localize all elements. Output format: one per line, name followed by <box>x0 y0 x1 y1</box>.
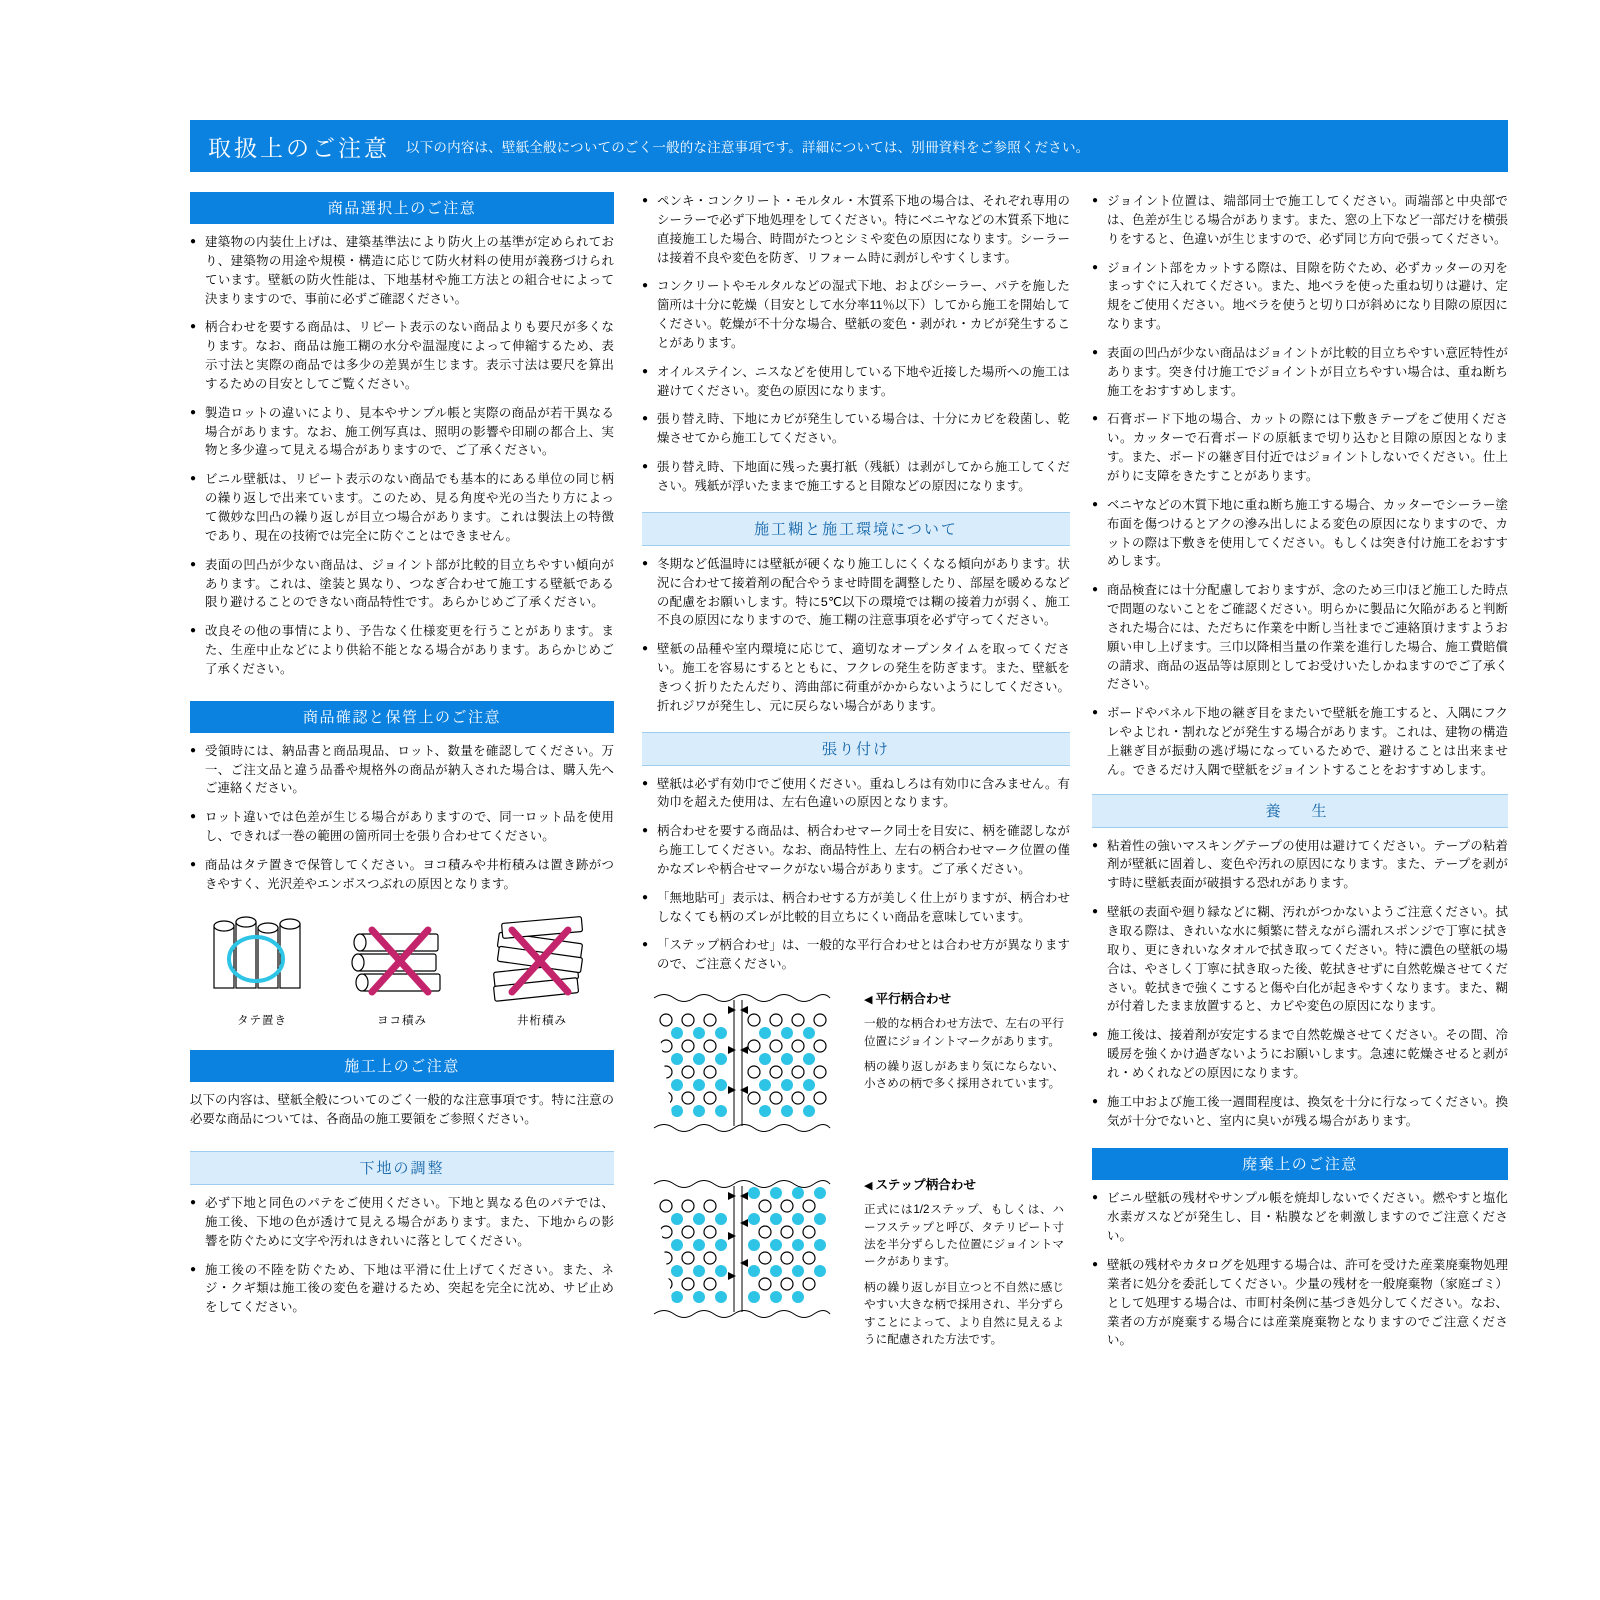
pattern-paragraph: 柄の繰り返しが目立つと不自然に感じやすい大きな柄で採用され、半分ずらすことによって、より自然に見えるように配慮された方法です。 <box>864 1280 1064 1346</box>
pattern-parallel-block <box>642 988 1070 1148</box>
pattern-title: ステップ柄合わせ <box>875 1178 976 1193</box>
section-heading-construction: 施工上のご注意 <box>190 1050 614 1082</box>
list-item: ● 表面の凹凸が少ない商品はジョイントが比較的目立ちやすい意匠特性があります。突き付け施工でジョイントが目立ちやすい場合は、重ね断ち施工をおすすめします。 <box>1092 344 1508 401</box>
list-item: ● 商品検査には十分配慮しておりますが、念のため三巾ほど施工した時点で問題のないことをご確認ください。明らかに製品に欠陥があると判断された場合には、ただちに作業を中断し当社までご連絡頂けますようお願い申し上げます。三巾以降相当量の作業を進行した場合、施工費賠償の請求、商品の返品等は原則としてお受けいたしかねますのでご了承ください。 <box>1092 581 1508 694</box>
parallel-pattern-icon <box>650 988 850 1138</box>
list-item: ● 必ず下地と同色のパテをご使用ください。下地と異なる色のパテでは、施工後、下地の色が透けて見える場合があります。また、下地からの影響を防ぐために文字や汚れはきれいに落としてください。 <box>190 1194 614 1251</box>
list-item: ● 「無地貼可」表示は、柄合わせする方が美しく仕上がりますが、柄合わせしなくても柄のズレが比較的目立ちにくい商品を意味しています。 <box>642 889 1070 927</box>
page-subtitle: 以下の内容は、壁紙全般についてのごく一般的な注意事項です。詳細については、別冊資料をご参照ください。 <box>406 140 1090 155</box>
list-aftercare <box>1092 837 1508 1131</box>
column-left <box>190 192 614 1327</box>
list-item: ● 「ステップ柄合わせ」は、一般的な平行合わせとは合わせ方が異なりますので、ご注意ください。 <box>642 936 1070 974</box>
roll-diagram-horizontal <box>336 904 468 1028</box>
list-item: ● 商品はタテ置きで保管してください。ヨコ積みや井桁積みは置き跡がつきやすく、光沢差やエンボスつぶれの原因となります。 <box>190 856 614 894</box>
section-heading-disposal: 廃棄上のご注意 <box>1092 1148 1508 1180</box>
construction-intro: 以下の内容は、壁紙全般についてのごく一般的な注意事項です。特に注意の必要な商品については、各商品の施工要領をご参照ください。 <box>190 1092 614 1126</box>
list-joints <box>1092 192 1508 780</box>
section-heading-hanging: 張り付け <box>642 732 1070 766</box>
list-item: ● 製造ロットの違いにより、見本やサンプル帳と実際の商品が若干異なる場合があります。なお、施工例写真は、照明の影響や印刷の都合上、実物と多少違って見える場合がありますので、ご了承ください。 <box>190 404 614 461</box>
list-item: ● ボードやパネル下地の継ぎ目をまたいで壁紙を施工すると、入隅にフクレやよじれ・割れなどが発生する場合があります。これは、建物の構造上継ぎ目が振動の逃げ場になっているためで、避けることは出来ません。できるだけ入隅で壁紙をジョイントすることをおすすめします。 <box>1092 704 1508 779</box>
triangle-left-icon: ◀ <box>864 994 873 1007</box>
roll-caption: タテ置き <box>237 1014 287 1027</box>
pattern-step-text <box>864 1174 1064 1356</box>
list-item: ● 改良その他の事情により、予告なく仕様変更を行うことがあります。また、生産中止などにより供給不能となる場合があります。あらかじめご了承ください。 <box>190 622 614 679</box>
list-hanging <box>642 775 1070 975</box>
vertical-rolls-icon <box>196 904 328 1004</box>
pattern-step-block <box>642 1174 1070 1394</box>
list-product-selection <box>190 233 614 679</box>
list-item: ● 建築物の内装仕上げは、建築基準法により防火上の基準が定められており、建築物の用途や規模・構造に応じて防火材料の使用が義務づけられています。壁紙の防火性能は、下地基材や施工方法との組合せによって決まりますので、事前に必ずご確認ください。 <box>190 233 614 308</box>
section-heading-product-selection: 商品選択上のご注意 <box>190 192 614 224</box>
list-item: ● 壁紙の残材やカタログを処理する場合は、許可を受けた産業廃棄物処理業者に処分を委託してください。少量の残材を一般廃棄物（家庭ゴミ）として処理する場合は、市町村条例に基づき処分してください。なお、業者の方が廃棄する場合には産業廃棄物となりますのでご注意ください。 <box>1092 1256 1508 1350</box>
section-heading-substrate: 下地の調整 <box>190 1151 614 1185</box>
pattern-paragraph: 柄の繰り返しがあまり気にならない、小さめの柄で多く採用されています。 <box>864 1059 1064 1091</box>
step-pattern-icon <box>650 1174 850 1324</box>
roll-caption: ヨコ積み <box>377 1014 427 1027</box>
list-item: ● 張り替え時、下地面に残った裏打紙（残紙）は剥がしてから施工してください。残紙が浮いたままで施工すると目隙などの原因になります。 <box>642 458 1070 496</box>
list-item: ● ジョイント部をカットする際は、目隙を防ぐため、必ずカッターの刃をまっすぐに入れてください。また、地ベラを使った重ね切りは避け、定規をご使用ください。地ベラを使うと切り口が斜めになり目隙の原因になります。 <box>1092 259 1508 334</box>
list-item: ● ビニル壁紙は、リピート表示のない商品でも基本的にある単位の同じ柄の繰り返しで出来ています。このため、見る角度や光の当たり方によって微妙な凹凸の繰り返しが目立つ場合があります。これは製法上の特徴であり、現在の技術では完全に防ぐことはできません。 <box>190 470 614 545</box>
pattern-title-row <box>864 1174 1064 1193</box>
section-heading-aftercare: 養 生 <box>1092 794 1508 828</box>
roll-diagram-vertical <box>196 904 328 1028</box>
column-middle <box>642 192 1070 1394</box>
section-heading-confirmation-storage: 商品確認と保管上のご注意 <box>190 701 614 733</box>
list-item: ● 施工後は、接着剤が安定するまで自然乾燥させてください。その間、冷暖房を強くかけ過ぎないようにお願いします。急速に乾燥させると剥がれ・めくれなどの原因になります。 <box>1092 1026 1508 1083</box>
list-item: ● 受領時には、納品書と商品現品、ロット、数量を確認してください。万一、ご注文品と違う品番や規格外の商品が納入された場合は、購入先へご連絡ください。 <box>190 742 614 799</box>
list-item: ● 施工中および施工後一週間程度は、換気を十分に行なってください。換気が十分でないと、室内に臭いが残る場合があります。 <box>1092 1093 1508 1131</box>
triangle-left-icon: ◀ <box>864 1180 873 1193</box>
list-item: ● ロット違いでは色差が生じる場合がありますので、同一ロット品を使用し、できれば一巻の範囲の箇所同士を張り合わせてください。 <box>190 808 614 846</box>
list-item: ● ペンキ・コンクリート・モルタル・木質系下地の場合は、それぞれ専用のシーラーで必ず下地処理をしてください。特にベニヤなどの木質系下地に直接施工した場合、時間がたつとシミや変色の原因になります。シーラーは接着不良や変色を防ぎ、リフォーム時に剥がしやすくします。 <box>642 192 1070 267</box>
pattern-parallel-text <box>864 988 1064 1101</box>
roll-diagram-crosspile <box>476 904 608 1028</box>
list-item: ● 粘着性の強いマスキングテープの使用は避けてください。テープの粘着剤が壁紙に固着し、変色や汚れの原因になります。また、テープを剥がす時に壁紙表面が破損する恐れがあります。 <box>1092 837 1508 894</box>
list-substrate <box>190 1194 614 1317</box>
list-item: ● 壁紙は必ず有効巾でご使用ください。重ねしろは有効巾に含みません。有効巾を超えた使用は、左右色違いの原因となります。 <box>642 775 1070 813</box>
list-item: ● オイルステイン、ニスなどを使用している下地や近接した場所への施工は避けてください。変色の原因になります。 <box>642 363 1070 401</box>
list-disposal <box>1092 1189 1508 1350</box>
column-right <box>1092 192 1508 1360</box>
list-item: ● ベニヤなどの木質下地に重ね断ち施工する場合、カッターでシーラー塗布面を傷つけるとアクの滲み出しによる変色の原因になりますので、カットの際は下敷きを使用してください。もしくは突き付け施工をおすすめします。 <box>1092 496 1508 571</box>
list-item: ● 施工後の不陸を防ぐため、下地は平滑に仕上げてください。また、ネジ・クギ類は施工後の変色を避けるため、突起を完全に沈め、サビ止めをしてください。 <box>190 1261 614 1318</box>
list-item: ● ジョイント位置は、端部同士で施工してください。両端部と中央部では、色差が生じる場合があります。また、窓の上下など一部だけを横張りをすると、色違いが生じますので、必ず同じ方向で張ってください。 <box>1092 192 1508 249</box>
list-paste-environment <box>642 555 1070 716</box>
pattern-paragraph: 一般的な柄合わせ方法で、左右の平行位置にジョイントマークがあります。 <box>864 1017 1064 1048</box>
list-item: ● ビニル壁紙の残材やサンプル帳を焼却しないでください。燃やすと塩化水素ガスなどが発生し、目・粘膜などを刺激しますのでご注意ください。 <box>1092 1189 1508 1246</box>
roll-storage-diagram <box>190 904 614 1028</box>
list-item: ● 張り替え時、下地にカビが発生している場合は、十分にカビを殺菌し、乾燥させてから施工してください。 <box>642 410 1070 448</box>
horizontal-rolls-icon <box>336 904 468 1004</box>
page-banner <box>190 120 1508 172</box>
list-item: ● 冬期など低温時には壁紙が硬くなり施工しにくくなる傾向があります。状況に合わせて接着剤の配合やうませ時間を調整したり、部屋を暖めるなどの配慮をお願いします。特に5℃以下の環境では糊の接着力が弱く、施工不良の原因になりますので、施工糊の注意事項を必ず守ってください。 <box>642 555 1070 630</box>
list-item: ● 表面の凹凸が少ない商品は、ジョイント部が比較的目立ちやすい傾向があります。これは、塗装と異なり、つなぎ合わせて施工する壁紙である限り避けることのできない商品特性です。あらかじめご了承ください。 <box>190 556 614 613</box>
crosspile-rolls-icon <box>476 904 608 1004</box>
section-heading-paste-environment: 施工糊と施工環境について <box>642 512 1070 546</box>
list-item: ● コンクリートやモルタルなどの湿式下地、およびシーラー、パテを施した箇所は十分に乾燥（目安として水分率11％以下）してから施工を開始してください。乾燥が不十分な場合、壁紙の変色・剥がれ・カビが発生することがあります。 <box>642 277 1070 352</box>
list-confirmation-storage <box>190 742 614 894</box>
page-title: 取扱上のご注意 <box>208 134 390 161</box>
roll-caption: 井桁積み <box>517 1014 567 1027</box>
pattern-title-row <box>864 988 1064 1007</box>
list-item: ● 石膏ボード下地の場合、カットの際には下敷きテープをご使用ください。カッターで石膏ボードの原紙まで切り込むと目隙の原因となります。また、ボードの継ぎ目付近ではジョイントしないでください。仕上がりに支障をきたすことがあります。 <box>1092 410 1508 485</box>
list-item: ● 壁紙の品種や室内環境に応じて、適切なオープンタイムを取ってください。施工を容易にするとともに、フクレの発生を防ぎます。また、壁紙をきつく折りたたんだり、湾曲部に荷重がかからないようにしてください。折れジワが発生し、元に戻らない場合があります。 <box>642 640 1070 715</box>
pattern-paragraph: 正式には1/2ステップ、もしくは、ハーフステップと呼び、タテリピート寸法を半分ずらした位置にジョイントマークがあります。 <box>864 1203 1064 1269</box>
list-item: ● 柄合わせを要する商品は、柄合わせマーク同士を目安に、柄を確認しながら施工してください。なお、商品特性上、左右の柄合わせマーク位置の僅かなズレや柄合せマークがない場合があります。ご了承ください。 <box>642 822 1070 879</box>
list-item: ● 壁紙の表面や廻り縁などに糊、汚れがつかないようご注意ください。拭き取る際は、きれいな水に頻繁に替えながら濡れスポンジで丁寧に拭き取り、更にきれいなタオルで拭き取ってください。特に濃色の壁紙の場合は、やさしく丁寧に拭き取った後、乾拭きせずに自然乾燥させてください。乾拭きで強くこすると傷や白化が起きやすくなります。また、糊が付着したまま放置すると、カビや変色の原因になります。 <box>1092 903 1508 1016</box>
list-item: ● 柄合わせを要する商品は、リピート表示のない商品よりも要尺が多くなります。なお、商品は施工糊の水分や温湿度によって伸縮するため、表示寸法と実際の商品では多少の差異が生じます。表示寸法は要尺を算出するための目安としてご覧ください。 <box>190 318 614 393</box>
pattern-title: 平行柄合わせ <box>875 992 952 1007</box>
list-substrate-continued <box>642 192 1070 496</box>
